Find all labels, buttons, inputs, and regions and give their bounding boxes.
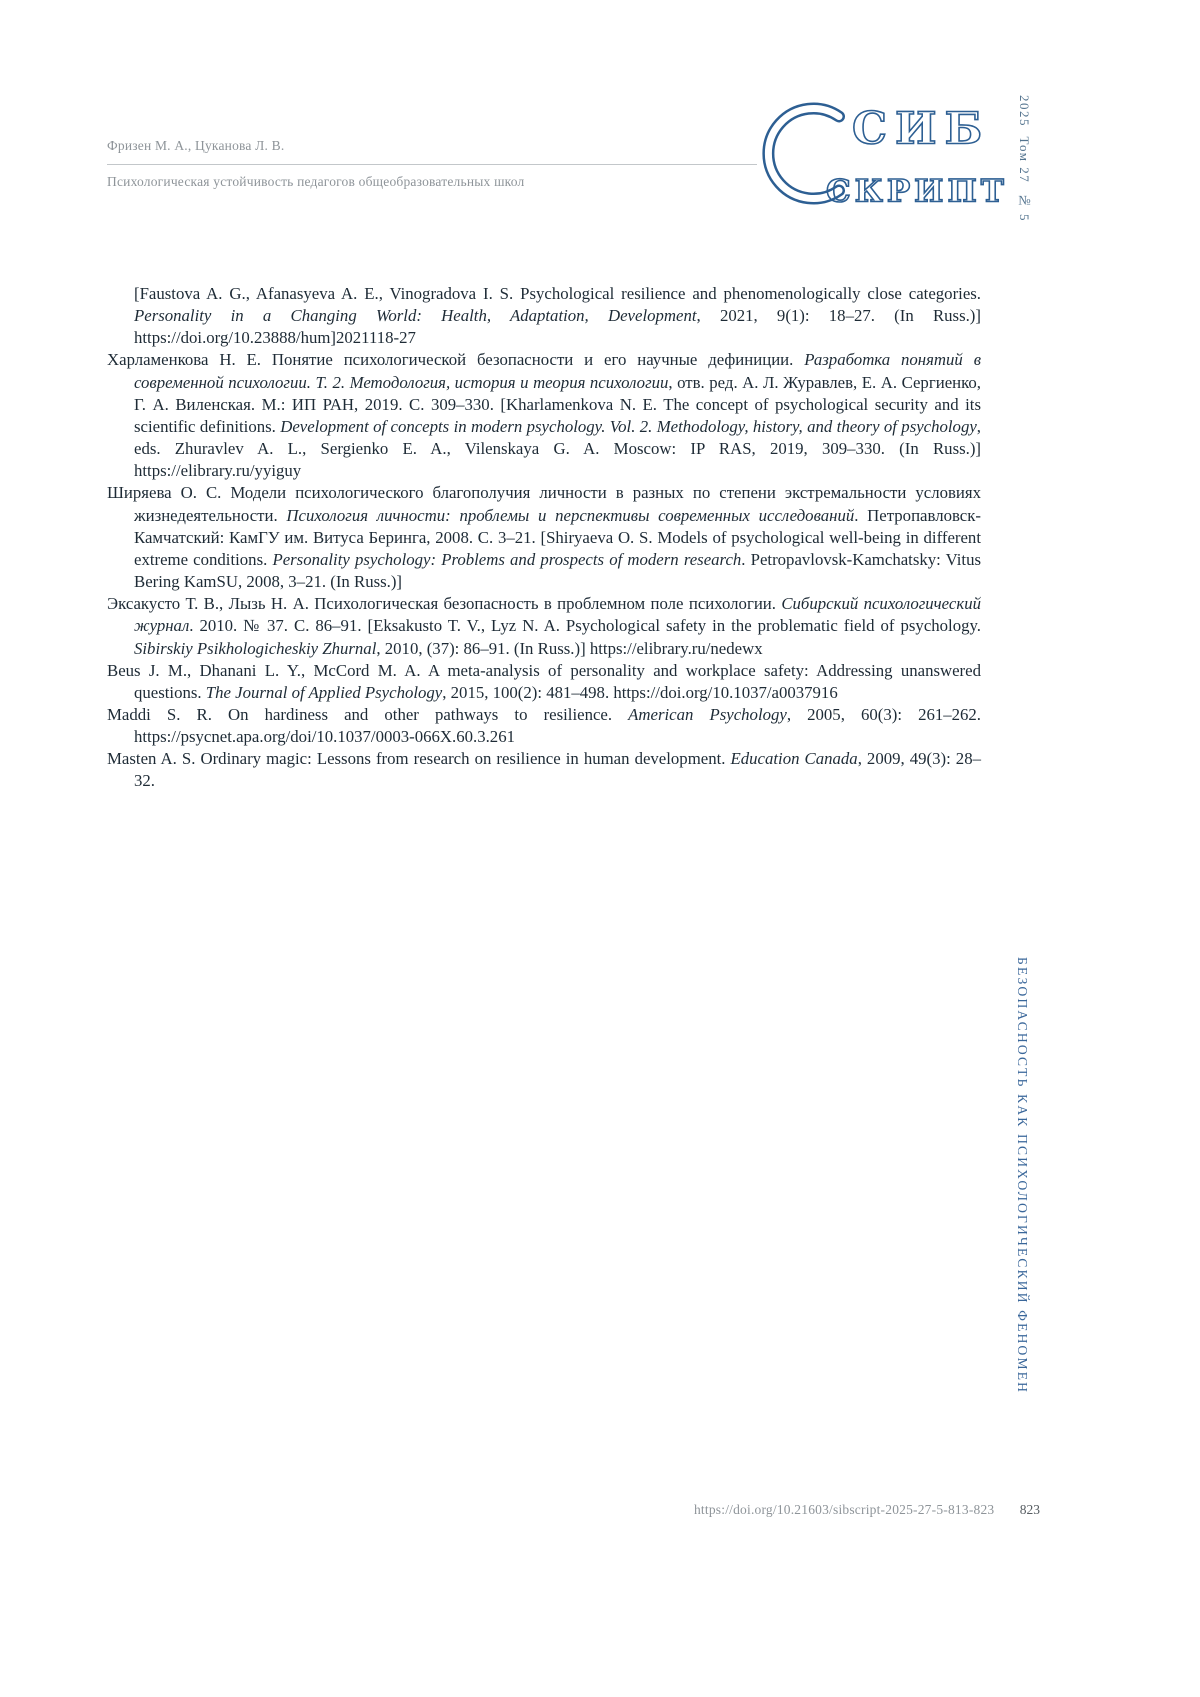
issue-info-vertical: 2025 Том 27 № 5 bbox=[1017, 95, 1032, 222]
logo-text-script: СКРИПТ bbox=[826, 173, 1008, 210]
header-divider bbox=[107, 164, 757, 165]
reference-text: Masten A. S. Ordinary magic: Lessons from research on resilience in human development. bbox=[107, 749, 731, 769]
section-title-vertical: БЕЗОПАСНОСТЬ КАК ПСИХОЛОГИЧЕСКИЙ ФЕНОМЕН bbox=[1015, 957, 1030, 1395]
reference-text: Эксакусто Т. В., Лызь Н. А. Психологическая безопасность в проблемном поле психологии. bbox=[107, 594, 782, 614]
page-header-article-title: Психологическая устойчивость педагогов общеобразовательных школ bbox=[107, 174, 525, 189]
reference-source-italic: Психология личности: проблемы и перспективы современных исследований bbox=[286, 505, 855, 525]
references-list bbox=[107, 283, 981, 793]
footer-doi-link[interactable]: https://doi.org/10.21603/sibscript-2025-27-5-813-823 bbox=[693, 1502, 995, 1517]
reference-text: [Faustova A. G., Afanasyeva A. E., Vinogradova I. S. Psychological resilience and phenomenologically close categories. bbox=[134, 284, 981, 303]
reference-text: Харламенкова Н. Е. Понятие психологической безопасности и его научные дефиниции. bbox=[107, 350, 805, 370]
reference-text: Beus J. M., Dhanani L. Y., McCord M. A. A meta-analysis of personality and workplace safety: Addressing unanswered questions. bbox=[107, 660, 981, 702]
reference-text: . 2010. № 37. С. 86–91. [Eksakusto T. V., Lyz N. A. Psychological safety in the problematic field of psychology. bbox=[189, 616, 981, 636]
footer-page-number: 823 bbox=[1019, 1502, 1040, 1517]
reference-source-italic: The Journal of Applied Psychology bbox=[205, 682, 443, 702]
sibscript-logo bbox=[768, 90, 1008, 218]
reference-text: . Petropavlovsk-Kamchatsky: Vitus Bering KamSU, 2008, 3–21. (In Russ.)] bbox=[134, 549, 981, 592]
reference-text: , отв. ред. А. Л. Журавлев, Е. А. Сергиенко, Г. А. Виленская. М.: ИП РАН, 2019. С. 309–330. [Kharlamenkova N. E. The concept of psychological security and its scientific definitions. bbox=[134, 372, 982, 436]
reference-source-italic: Education Canada bbox=[730, 749, 858, 769]
reference-entry bbox=[107, 593, 981, 659]
reference-source-italic: Personality in a Changing World: Health, Adaptation, Development bbox=[134, 306, 697, 326]
page-header bbox=[107, 138, 757, 190]
reference-entry bbox=[107, 482, 981, 593]
reference-text: , 2015, 100(2): 481–498. https://doi.org/10.1037/a0037916 bbox=[442, 682, 838, 702]
reference-entry bbox=[107, 349, 981, 482]
reference-text: . Петропавловск-Камчатский: КамГУ им. Витуса Беринга, 2008. С. 3–21. [Shiryaeva O. S. Models of psychological well-being in different extreme conditions. bbox=[134, 505, 981, 569]
reference-text: , 2005, 60(3): 261–262. https://psycnet.apa.org/doi/10.1037/0003-066X.60.3.261 bbox=[134, 704, 982, 747]
reference-text: Maddi S. R. On hardiness and other pathways to resilience. bbox=[107, 704, 629, 724]
reference-entry bbox=[107, 283, 981, 349]
reference-source-italic: American Psychology bbox=[628, 704, 787, 724]
reference-text: , 2009, 49(3): 28–32. bbox=[134, 749, 981, 791]
logo-text-sib: СИБ bbox=[852, 103, 991, 155]
reference-source-italic: Разработка понятий в современной психологии. Т. 2. Методология, история и теория психологии bbox=[134, 350, 981, 392]
reference-entry bbox=[107, 704, 981, 748]
reference-text: Ширяева О. С. Модели психологического благополучия личности в разных по степени экстремальности условиях жизнедеятельности. bbox=[107, 483, 981, 525]
reference-source-italic: Сибирский психологический журнал bbox=[134, 594, 981, 636]
page-header-authors: Фризен М. А., Цуканова Л. В. bbox=[107, 138, 285, 153]
reference-source-italic: Sibirskiy Psikhologicheskiy Zhurnal bbox=[134, 638, 377, 658]
sibscript-logo-icon bbox=[768, 90, 1008, 218]
reference-text: , 2021, 9(1): 18–27. (In Russ.)] https://doi.org/10.23888/hum]2021118-27 bbox=[134, 306, 981, 348]
page-footer bbox=[0, 1502, 1040, 1518]
reference-text: , 2010, (37): 86–91. (In Russ.)] https://elibrary.ru/nedewx bbox=[376, 638, 763, 658]
reference-entry bbox=[107, 660, 981, 704]
reference-source-italic: Development of concepts in modern psychology. Vol. 2. Methodology, history, and theory of psychology bbox=[280, 416, 977, 436]
reference-text: , eds. Zhuravlev A. L., Sergienko E. A., Vilenskaya G. A. Moscow: IP RAS, 2019, 309–330. (In Russ.)] https://elibrary.ru/yyiguy bbox=[134, 416, 981, 481]
reference-source-italic: Personality psychology: Problems and prospects of modern research bbox=[272, 549, 742, 569]
reference-entry bbox=[107, 748, 981, 792]
